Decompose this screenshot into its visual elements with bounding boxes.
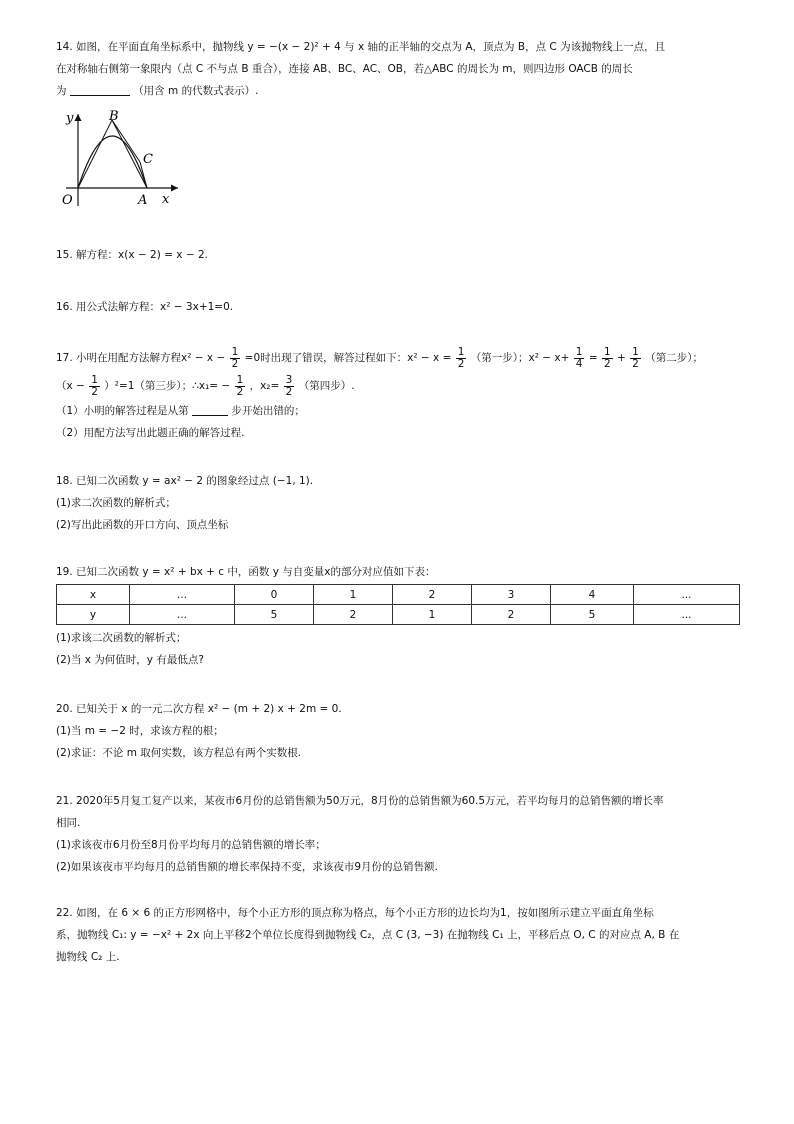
q17-fraction [630, 347, 641, 370]
segment-ob [78, 120, 112, 188]
q17-fraction [284, 375, 295, 398]
q17-text-a: 17. 小明在用配方法解方程x² − x − [56, 352, 226, 364]
q17-text-c: （第一步）；x² − x+ [470, 352, 570, 364]
frac-den: 4 [575, 357, 583, 370]
q17-fraction [230, 347, 241, 370]
q17-text-d: = [588, 352, 598, 364]
frac-den: 2 [285, 385, 293, 398]
q19-part-1: (1)求该二次函数的解析式； [56, 632, 187, 644]
frac-den: 2 [231, 357, 239, 370]
q18-part-2: (2)写出此函数的开口方向、顶点坐标 [56, 519, 229, 531]
q17-line-1 [56, 344, 746, 372]
q21-line-1: 21. 2020年5月复工复产以来，某夜市6月份的总销售额为50万元，8月份的总销售额为60.5万元，若平均每月的总销售额的增长率 [56, 795, 664, 807]
q17-line-2 [56, 372, 746, 400]
q17-answer-blank[interactable] [192, 403, 228, 416]
q19-part-2: (2)当 x 为何值时，y 有最低点? [56, 654, 204, 666]
table-cell: 3 [472, 585, 551, 605]
question-19 [56, 561, 746, 583]
frac-num: 1 [231, 345, 239, 358]
q17-fraction [456, 347, 467, 370]
q21-line-2: 相同. [56, 817, 81, 829]
q17-part-1 [56, 400, 746, 422]
label-o: O [62, 193, 73, 208]
table-cell: ... [130, 605, 235, 625]
q18-text: 18. 已知二次函数 y = ax² − 2 的图象经过点 (−1, 1). [56, 475, 314, 487]
table-cell: 2 [314, 605, 393, 625]
table-cell: ... [634, 605, 740, 625]
table-cell: 5 [551, 605, 634, 625]
table-cell: 2 [393, 585, 472, 605]
q14-parabola-graph [60, 108, 186, 210]
q22-line-2: 系，抛物线 C₁: y = −x² + 2x 向上平移2个单位长度得到抛物线 C₂，点 C (3, −3) 在抛物线 C₁ 上，平移后点 O, C 的对应点 A, B 在 [56, 929, 680, 941]
q17-text-h: ）²=1（第三步）；∴x₁= − [104, 380, 231, 392]
frac-num: 3 [285, 373, 293, 386]
q21-part-1: (1)求该夜市6月份至8月份平均每月的总销售额的增长率； [56, 839, 326, 851]
q14-line-3 [56, 80, 746, 102]
label-y: y [66, 111, 74, 126]
frac-den: 2 [91, 385, 98, 398]
table-cell: 1 [393, 605, 472, 625]
q16-text: 16. 用公式法解方程：x² − 3x+1=0. [56, 301, 234, 313]
label-x: x [162, 192, 170, 207]
frac-den: 2 [236, 385, 244, 398]
q17-part-2: （2）用配方法写出此题正确的解答过程. [56, 427, 245, 439]
q14-line-3-post: （用含 m 的代数式表示）. [133, 85, 259, 97]
q17-fraction [89, 375, 100, 398]
label-b: B [109, 109, 119, 124]
frac-num: 1 [236, 373, 244, 386]
q15-text: 15. 解方程：x(x − 2) = x − 2. [56, 249, 208, 261]
q17-part-1-pre: （1）小明的解答过程是从第 [56, 405, 189, 417]
table-cell: 5 [235, 605, 314, 625]
table-row [57, 605, 740, 625]
q18-part-1: (1)求二次函数的解析式； [56, 497, 176, 509]
table-cell: y [57, 605, 130, 625]
q17-text-g: （x − [56, 380, 85, 392]
q17-text-j: （第四步）. [298, 380, 355, 392]
frac-den: 2 [457, 357, 465, 370]
segment-ab [112, 120, 147, 188]
q17-text-f: （第二步）； [645, 352, 703, 364]
q17-fraction [602, 347, 613, 370]
q17-text-e: + [617, 352, 626, 364]
q14-line-2: 在对称轴右侧第一象限内（点 C 不与点 B 重合），连接 AB、BC、AC、OB，若△ABC 的周长为 m，则四边形 OACB 的周长 [56, 63, 633, 75]
frac-num: 1 [457, 345, 465, 358]
table-row [57, 585, 740, 605]
table-cell: ... [634, 585, 740, 605]
label-c: C [143, 152, 153, 167]
q17-text-b: =0时出现了错误，解答过程如下：x² − x = [244, 352, 452, 364]
question-16 [56, 296, 746, 318]
question-22 [56, 902, 746, 968]
q20-text: 20. 已知关于 x 的一元二次方程 x² − (m + 2) x + 2m = 0. [56, 703, 342, 715]
frac-den: 2 [632, 357, 639, 370]
frac-num: 1 [575, 345, 583, 358]
q21-part-2: (2)如果该夜市平均每月的总销售额的增长率保持不变，求该夜市9月份的总销售额. [56, 861, 438, 873]
q17-fraction [574, 347, 585, 370]
parabola-curve [78, 136, 147, 188]
table-cell: 2 [472, 605, 551, 625]
q22-line-3: 抛物线 C₂ 上. [56, 951, 120, 963]
question-20 [56, 698, 746, 764]
question-15 [56, 244, 746, 266]
q17-text-i: ，x₂= [249, 380, 280, 392]
q22-line-1: 22. 如图，在 6 × 6 的正方形网格中，每个小正方形的顶点称为格点，每个小正方形的边长均为1，按如图所示建立平面直角坐标 [56, 907, 654, 919]
q20-part-1: (1)当 m = −2 时，求该方程的根； [56, 725, 224, 737]
table-cell: 1 [314, 585, 393, 605]
question-14 [56, 36, 746, 102]
label-a: A [138, 193, 148, 208]
table-cell: ... [130, 585, 235, 605]
q20-part-2: (2)求证：不论 m 取何实数，该方程总有两个实数根. [56, 747, 302, 759]
q14-answer-blank[interactable] [70, 83, 130, 96]
table-cell: 0 [235, 585, 314, 605]
frac-num: 1 [603, 345, 611, 358]
question-19-parts [56, 627, 746, 671]
table-cell: 4 [551, 585, 634, 605]
q14-line-1: 14. 如图，在平面直角坐标系中，抛物线 y = −(x − 2)² + 4 与 x 轴的正半轴的交点为 A，顶点为 B，点 C 为该抛物线上一点，且 [56, 41, 666, 53]
question-17 [56, 344, 746, 444]
question-21 [56, 790, 746, 878]
frac-den: 2 [603, 357, 611, 370]
frac-num: 1 [632, 345, 639, 358]
question-18 [56, 470, 746, 536]
q17-part-1-post: 步开始出错的； [231, 405, 305, 417]
q17-fraction [235, 375, 246, 398]
q19-text: 19. 已知二次函数 y = x² + bx + c 中，函数 y 与自变量x的部分对应值如下表： [56, 566, 436, 578]
q14-line-3-pre: 为 [56, 85, 67, 97]
table-cell: x [57, 585, 130, 605]
frac-num: 1 [91, 373, 98, 386]
segment-bc [112, 120, 140, 162]
q19-value-table [56, 584, 740, 625]
